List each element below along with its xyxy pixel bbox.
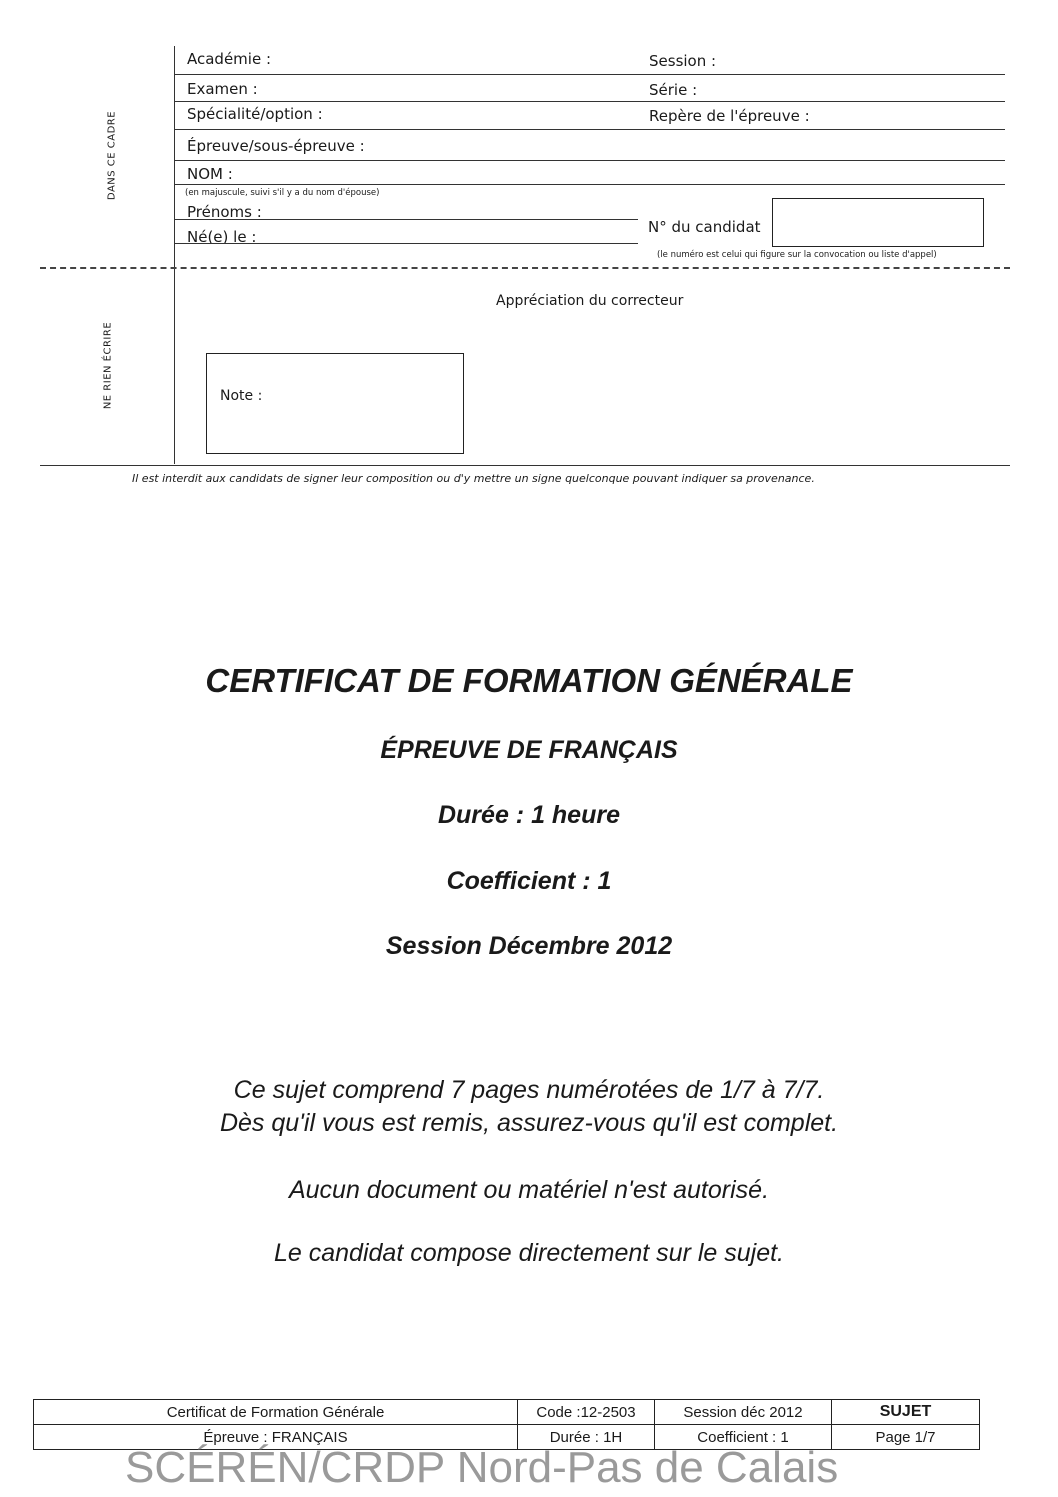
academie-label: Académie : xyxy=(187,50,272,68)
epreuve-title: ÉPREUVE DE FRANÇAIS xyxy=(380,736,678,764)
cut-line xyxy=(40,267,1010,269)
footer-cell: SUJET xyxy=(832,1400,980,1425)
form-line xyxy=(175,184,1005,185)
repere-label: Repère de l'épreuve : xyxy=(649,107,810,125)
footer-cell: Certificat de Formation Générale xyxy=(34,1400,518,1425)
side-label-top: DANS CE CADRE xyxy=(106,110,118,201)
note-label: Note : xyxy=(220,388,263,404)
form-line xyxy=(175,243,638,244)
form-line xyxy=(175,219,638,220)
instruction-line-3: Aucun document ou matériel n'est autorisé. xyxy=(288,1176,770,1204)
serie-label: Série : xyxy=(649,81,698,99)
footer-cell: Coefficient : 1 xyxy=(655,1425,832,1450)
watermark: SCÉRÉN/CRDP Nord-Pas de Calais xyxy=(125,1443,839,1492)
prenoms-label: Prénoms : xyxy=(187,203,262,221)
num-candidat-label: N° du candidat xyxy=(648,218,761,236)
instruction-line-4: Le candidat compose directement sur le sujet. xyxy=(274,1239,784,1267)
ne-le-label: Né(e) le : xyxy=(187,228,257,246)
instruction-line-1: Ce sujet comprend 7 pages numérotées de 1/7 à 7/7. xyxy=(233,1076,825,1104)
side-label-bottom: NE RIEN ÉCRIRE xyxy=(102,321,114,410)
nom-label: NOM : xyxy=(187,165,233,183)
coefficient-title: Coefficient : 1 xyxy=(446,867,612,895)
instruction-line-2: Dès qu'il vous est remis, assurez-vous qu'il est complet. xyxy=(219,1109,839,1137)
session-title: Session Décembre 2012 xyxy=(385,932,673,960)
footer-row xyxy=(34,1400,980,1425)
form-line xyxy=(175,129,1005,130)
footer-cell: Durée : 1H xyxy=(518,1425,655,1450)
appreciation-label: Appréciation du correcteur xyxy=(496,293,684,309)
footer-cell: Page 1/7 xyxy=(832,1425,980,1450)
specialite-label: Spécialité/option : xyxy=(187,105,323,123)
form-bottom-border xyxy=(40,465,1010,466)
epreuve-label: Épreuve/sous-épreuve : xyxy=(187,137,365,155)
num-candidat-box xyxy=(772,198,984,247)
duree-title: Durée : 1 heure xyxy=(437,801,620,829)
interdit-notice: Il est interdit aux candidats de signer leur composition ou d'y mettre un signe quelconque pouvant indiquer sa provenance. xyxy=(132,472,815,485)
footer-cell: Épreuve : FRANÇAIS xyxy=(34,1425,518,1450)
form-line xyxy=(175,160,1005,161)
form-line xyxy=(175,74,1005,75)
form-left-border xyxy=(174,46,175,464)
form-line xyxy=(175,101,1005,102)
num-candidat-note: (le numéro est celui qui figure sur la convocation ou liste d'appel) xyxy=(657,250,937,260)
footer-cell: Code :12-2503 xyxy=(518,1400,655,1425)
examen-label: Examen : xyxy=(187,80,258,98)
main-title: CERTIFICAT DE FORMATION GÉNÉRALE xyxy=(205,662,853,699)
session-label: Session : xyxy=(649,52,717,70)
footer-cell: Session déc 2012 xyxy=(655,1400,832,1425)
nom-note: (en majuscule, suivi s'il y a du nom d'épouse) xyxy=(185,188,380,198)
